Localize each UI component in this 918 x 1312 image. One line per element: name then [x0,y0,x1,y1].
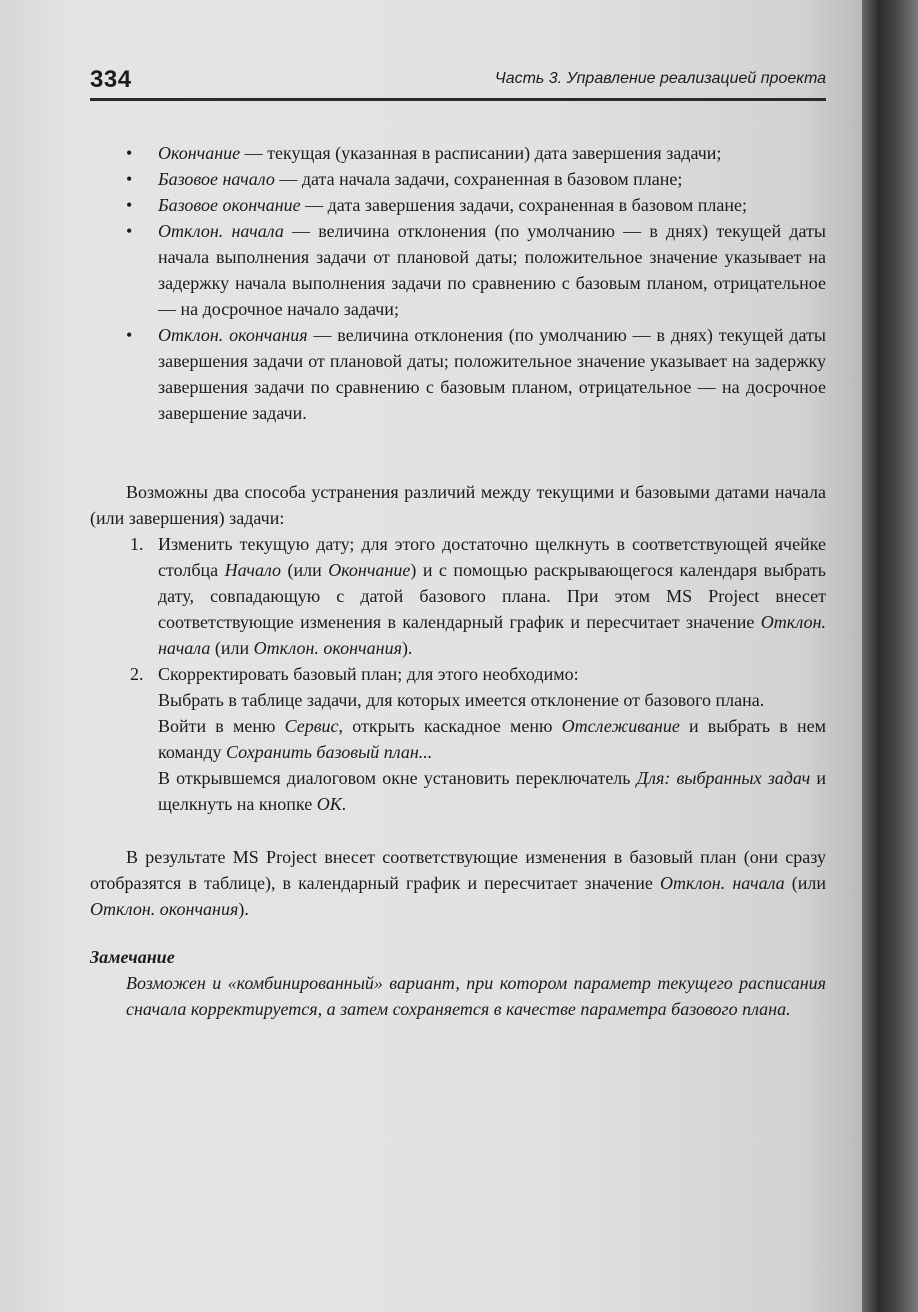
step-number: 1. [130,534,144,554]
step-term: Окончание [328,560,411,580]
substep-open-menu [158,713,826,765]
field-description: — величина отклонения (по умолчанию — в днях) текущей даты начала выполнения задачи от плановой даты; положительное значение указывает на задержку начала выполнения задачи по сравнению с базовым планом, отрицательное — на досрочное начало задачи; [158,221,826,319]
step-text-part: ). [401,638,413,658]
button-name: ОК [316,794,342,814]
step-text [158,534,826,658]
command-name: Сохранить базовый план... [226,742,433,762]
step-term: Начало [224,560,282,580]
page-header [90,66,826,100]
bullet-list [90,140,826,426]
result-paragraph [90,844,826,922]
note-title: Замечание [90,947,175,967]
list-item [90,218,826,322]
result-term: Отклон. окончания [90,899,239,919]
step-term: Отклон. окончания [253,638,402,658]
list-item [90,140,826,166]
substep-select-tasks: Выбрать в таблице задачи, для которых имеется отклонение от базового плана. [158,690,765,710]
note-body: Возможен и «комбинированный» вариант, при котором параметр текущего расписания сначала корректируется, а затем сохраняется в качестве параметра базового плана. [126,973,826,1019]
book-binding-shadow [862,0,918,1312]
result-text-part: В результате MS Project внесет соответствующие изменения в базовый план (они сразу отобразятся в таблице), в календарный график и пересчитает значение [90,847,826,893]
result-text-part: ). [238,899,249,919]
substep-text-part: и щелкнуть на кнопке [158,768,826,814]
step-text-part: ) и с помощью раскрывающегося календаря выбрать дату, совпадающую с датой базового плана. При этом MS Project внесет соответствующие изменения в календарный график и пересчитает значение [158,560,826,632]
step-number: 2. [130,664,144,684]
page-body [90,140,826,1022]
step-item [90,661,826,817]
step-text-part: Изменить текущую дату; для этого достаточно щелкнуть в соответствующей ячейке столбца [158,534,826,580]
substep-text-part: . [341,794,347,814]
field-term: Окончание [158,143,241,163]
substep-dialog [158,765,826,817]
step-lead: Скорректировать базовый план; для этого необходимо: [158,664,579,684]
list-item [90,166,826,192]
steps-list [90,531,826,817]
option-name: Для: выбранных задач [636,768,811,788]
field-term: Отклон. окончания [158,325,308,345]
list-item [90,192,826,218]
field-description: — дата завершения задачи, сохраненная в базовом плане; [300,195,747,215]
page-number: 334 [90,66,132,93]
field-term: Отклон. начала [158,221,284,241]
intro-paragraph: Возможны два способа устранения различий между текущими и базовыми датами начала (или завершения) задачи: [90,482,826,528]
step-term: Отклон. начала [158,612,826,658]
substep-text-part: , открыть каскадное меню [338,716,562,736]
list-item [90,322,826,426]
field-term: Базовое начало [158,169,275,189]
header-rule [90,98,826,101]
substep-text-part: Войти в меню [158,716,285,736]
substep-text-part: и выбрать в нем команду [158,716,826,762]
field-term: Базовое окончание [158,195,301,215]
result-term: Отклон. начала [659,873,785,893]
result-text-part: (или [784,873,826,893]
substep-text-part: В открывшемся диалоговом окне установить переключатель [158,768,637,788]
step-text-part: (или [210,638,254,658]
running-head: Часть 3. Управление реализацией проекта [494,70,826,87]
step-item [90,531,826,661]
menu-name: Сервис [284,716,339,736]
field-description: — дата начала задачи, сохраненная в базовом плане; [274,169,683,189]
field-description: — текущая (указанная в расписании) дата завершения задачи; [240,143,722,163]
step-text-part: (или [281,560,329,580]
submenu-name: Отслеживание [561,716,680,736]
field-description: — величина отклонения (по умолчанию — в днях) текущей даты завершения задачи от плановой даты; положительное значение указывает на задержку завершения задачи по сравнению с базовым планом, отрицательное — на досрочное завершение задачи. [158,325,826,423]
